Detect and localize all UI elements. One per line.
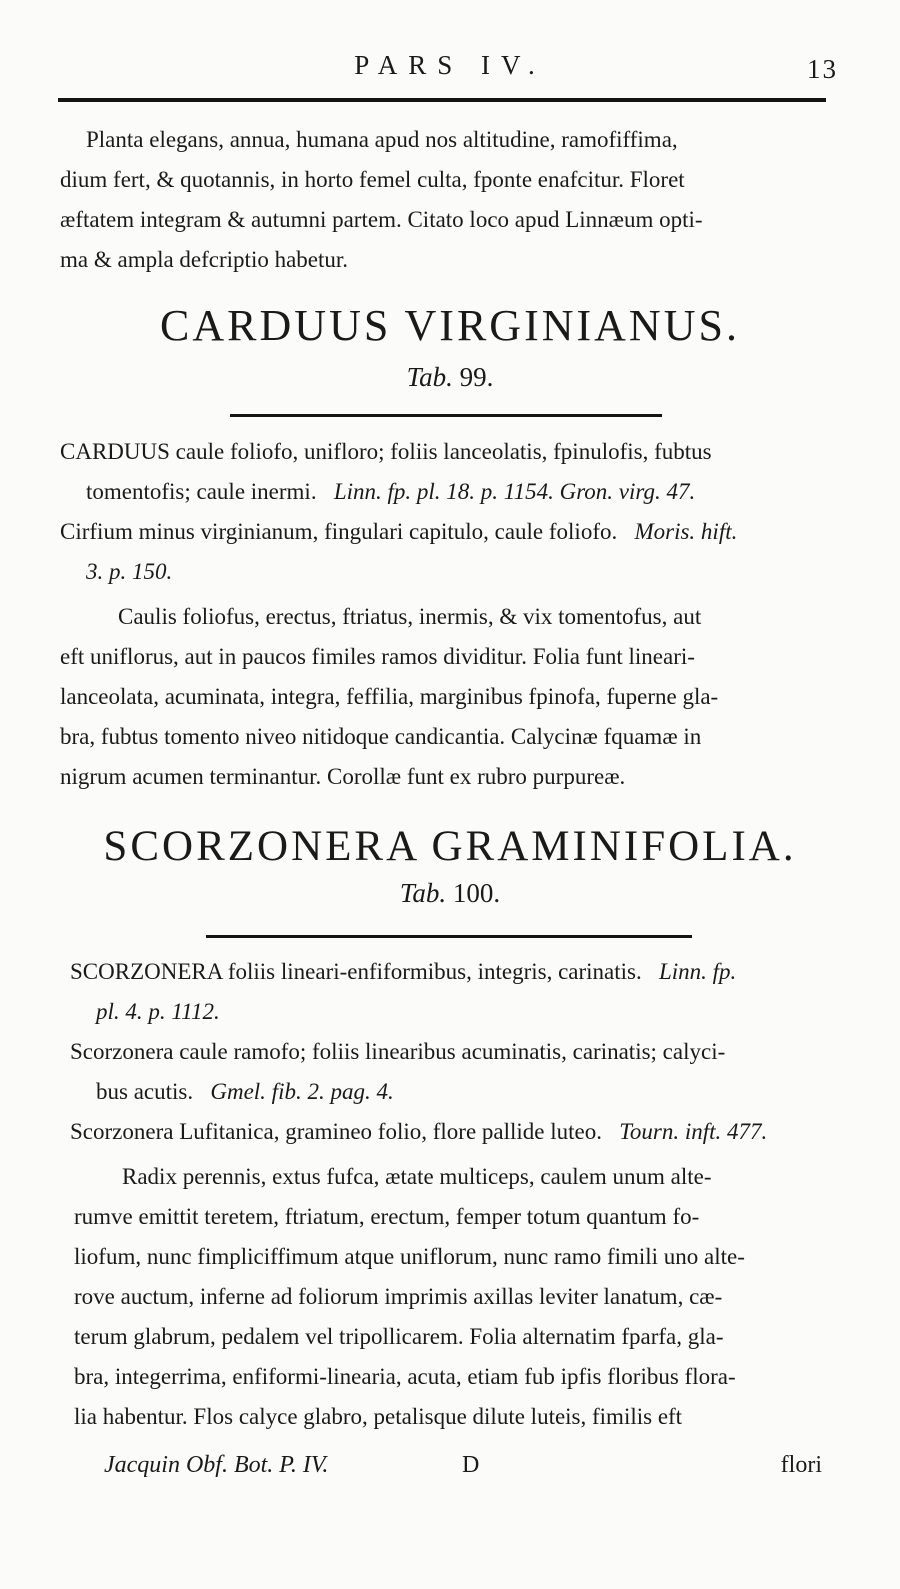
header-rule <box>58 98 826 102</box>
description-line: terum glabrum, pedalem vel tripollicarem. Folia alternatim fparfa, gla- <box>74 1324 724 1349</box>
synonym-text: bus acutis. <box>96 1079 194 1104</box>
plate-reference <box>0 878 900 909</box>
tab-label: Tab. <box>406 362 453 392</box>
synonym-text: foliis lineari-enfiformibus, integris, carinatis. <box>227 959 642 984</box>
description-line: rumve emittit teretem, ftriatum, erectum, femper totum quantum fo- <box>74 1204 700 1229</box>
citation: Tourn. inft. 477. <box>619 1119 768 1144</box>
synonym-line <box>60 552 826 592</box>
citation: pl. 4. p. 1112. <box>96 999 220 1024</box>
synonym-line <box>60 512 826 552</box>
synonym-text: Scorzonera Lufitanica, gramineo folio, flore pallide luteo. <box>70 1119 602 1144</box>
tab-number: 99. <box>459 362 494 392</box>
citation: Gmel. fib. 2. pag. 4. <box>210 1079 394 1104</box>
citation: 3. p. 150. <box>86 559 173 584</box>
tab-label: Tab. <box>399 878 447 908</box>
citation: Linn. fp. pl. 18. p. 1154. Gron. virg. 47. <box>333 479 696 504</box>
genus-name: SCORZONERA <box>70 959 223 984</box>
species-title: CARDUUS VIRGINIANUS. <box>160 301 740 350</box>
description-line: nigrum acumen terminantur. Corollæ funt ex rubro purpureæ. <box>60 764 626 789</box>
page-footer <box>0 1452 900 1492</box>
genus-name: CARDUUS <box>60 439 170 464</box>
description-paragraph <box>74 1157 834 1437</box>
description-line: bra, fubtus tomento niveo nitidoque candicantia. Calycinæ fquamæ in <box>60 724 702 749</box>
synonymy-block <box>60 432 826 592</box>
synonym-line <box>70 1072 834 1112</box>
synonym-line <box>70 952 834 992</box>
intro-line: dium fert, & quotannis, in horto femel culta, fponte enafcitur. Floret <box>60 167 685 192</box>
synonym-line: Scorzonera caule ramofo; foliis linearibus acuminatis, carinatis; calyci- <box>70 1039 726 1064</box>
intro-paragraph <box>60 120 826 280</box>
intro-line: ma & ampla defcriptio habetur. <box>60 247 349 272</box>
plate-reference <box>0 362 900 393</box>
description-paragraph <box>60 597 826 797</box>
description-line: bra, integerrima, enfiformi-linearia, acuta, etiam fub ipfis floribus flora- <box>74 1364 736 1389</box>
synonym-text: caule foliofo, unifloro; foliis lanceolatis, fpinulofis, fubtus <box>175 439 712 464</box>
description-line: lia habentur. Flos calyce glabro, petalisque dilute luteis, fimilis eft <box>74 1404 683 1429</box>
catchword: flori <box>780 1452 822 1478</box>
tab-number: 100. <box>452 878 501 908</box>
synonymy-block <box>70 952 834 1152</box>
section-rule <box>206 935 692 938</box>
synonym-line <box>70 992 834 1032</box>
section-rule <box>230 414 662 417</box>
signature-line: Jacquin Obf. Bot. P. IV. <box>104 1452 329 1478</box>
description-line: rove auctum, inferne ad foliorum imprimis axillas leviter lanatum, cæ- <box>74 1284 723 1309</box>
synonym-text: Cirfium minus virginianum, fingulari capitulo, caule foliofo. <box>60 519 618 544</box>
citation: Moris. hift. <box>634 519 738 544</box>
description-line: liofum, nunc fimpliciffimum atque uniflorum, nunc ramo fimili uno alte- <box>74 1244 745 1269</box>
description-line: Caulis foliofus, erectus, ftriatus, inermis, & vix tomentofus, aut <box>118 604 702 629</box>
synonym-text: tomentofis; caule inermi. <box>86 479 317 504</box>
synonym-line <box>60 432 826 472</box>
intro-line: Planta elegans, annua, humana apud nos altitudine, ramofiffima, <box>86 127 678 152</box>
species-title: SCORZONERA GRAMINIFOLIA. <box>103 823 797 870</box>
description-line: eft uniflorus, aut in paucos fimiles ramos dividitur. Folia funt lineari- <box>60 644 695 669</box>
page-number: 13 <box>807 54 838 84</box>
description-line: Radix perennis, extus fufca, ætate multiceps, caulem unum alte- <box>122 1164 712 1189</box>
intro-line: æftatem integram & autumni partem. Citato loco apud Linnæum opti- <box>60 207 703 232</box>
signature-mark: D <box>462 1452 480 1478</box>
synonym-line <box>60 472 826 512</box>
running-title: PARS IV. <box>354 50 546 80</box>
synonym-line <box>70 1112 834 1152</box>
citation: Linn. fp. <box>658 959 737 984</box>
description-line: lanceolata, acuminata, integra, feffilia, marginibus fpinofa, fuperne gla- <box>60 684 719 709</box>
page-header <box>0 46 900 96</box>
